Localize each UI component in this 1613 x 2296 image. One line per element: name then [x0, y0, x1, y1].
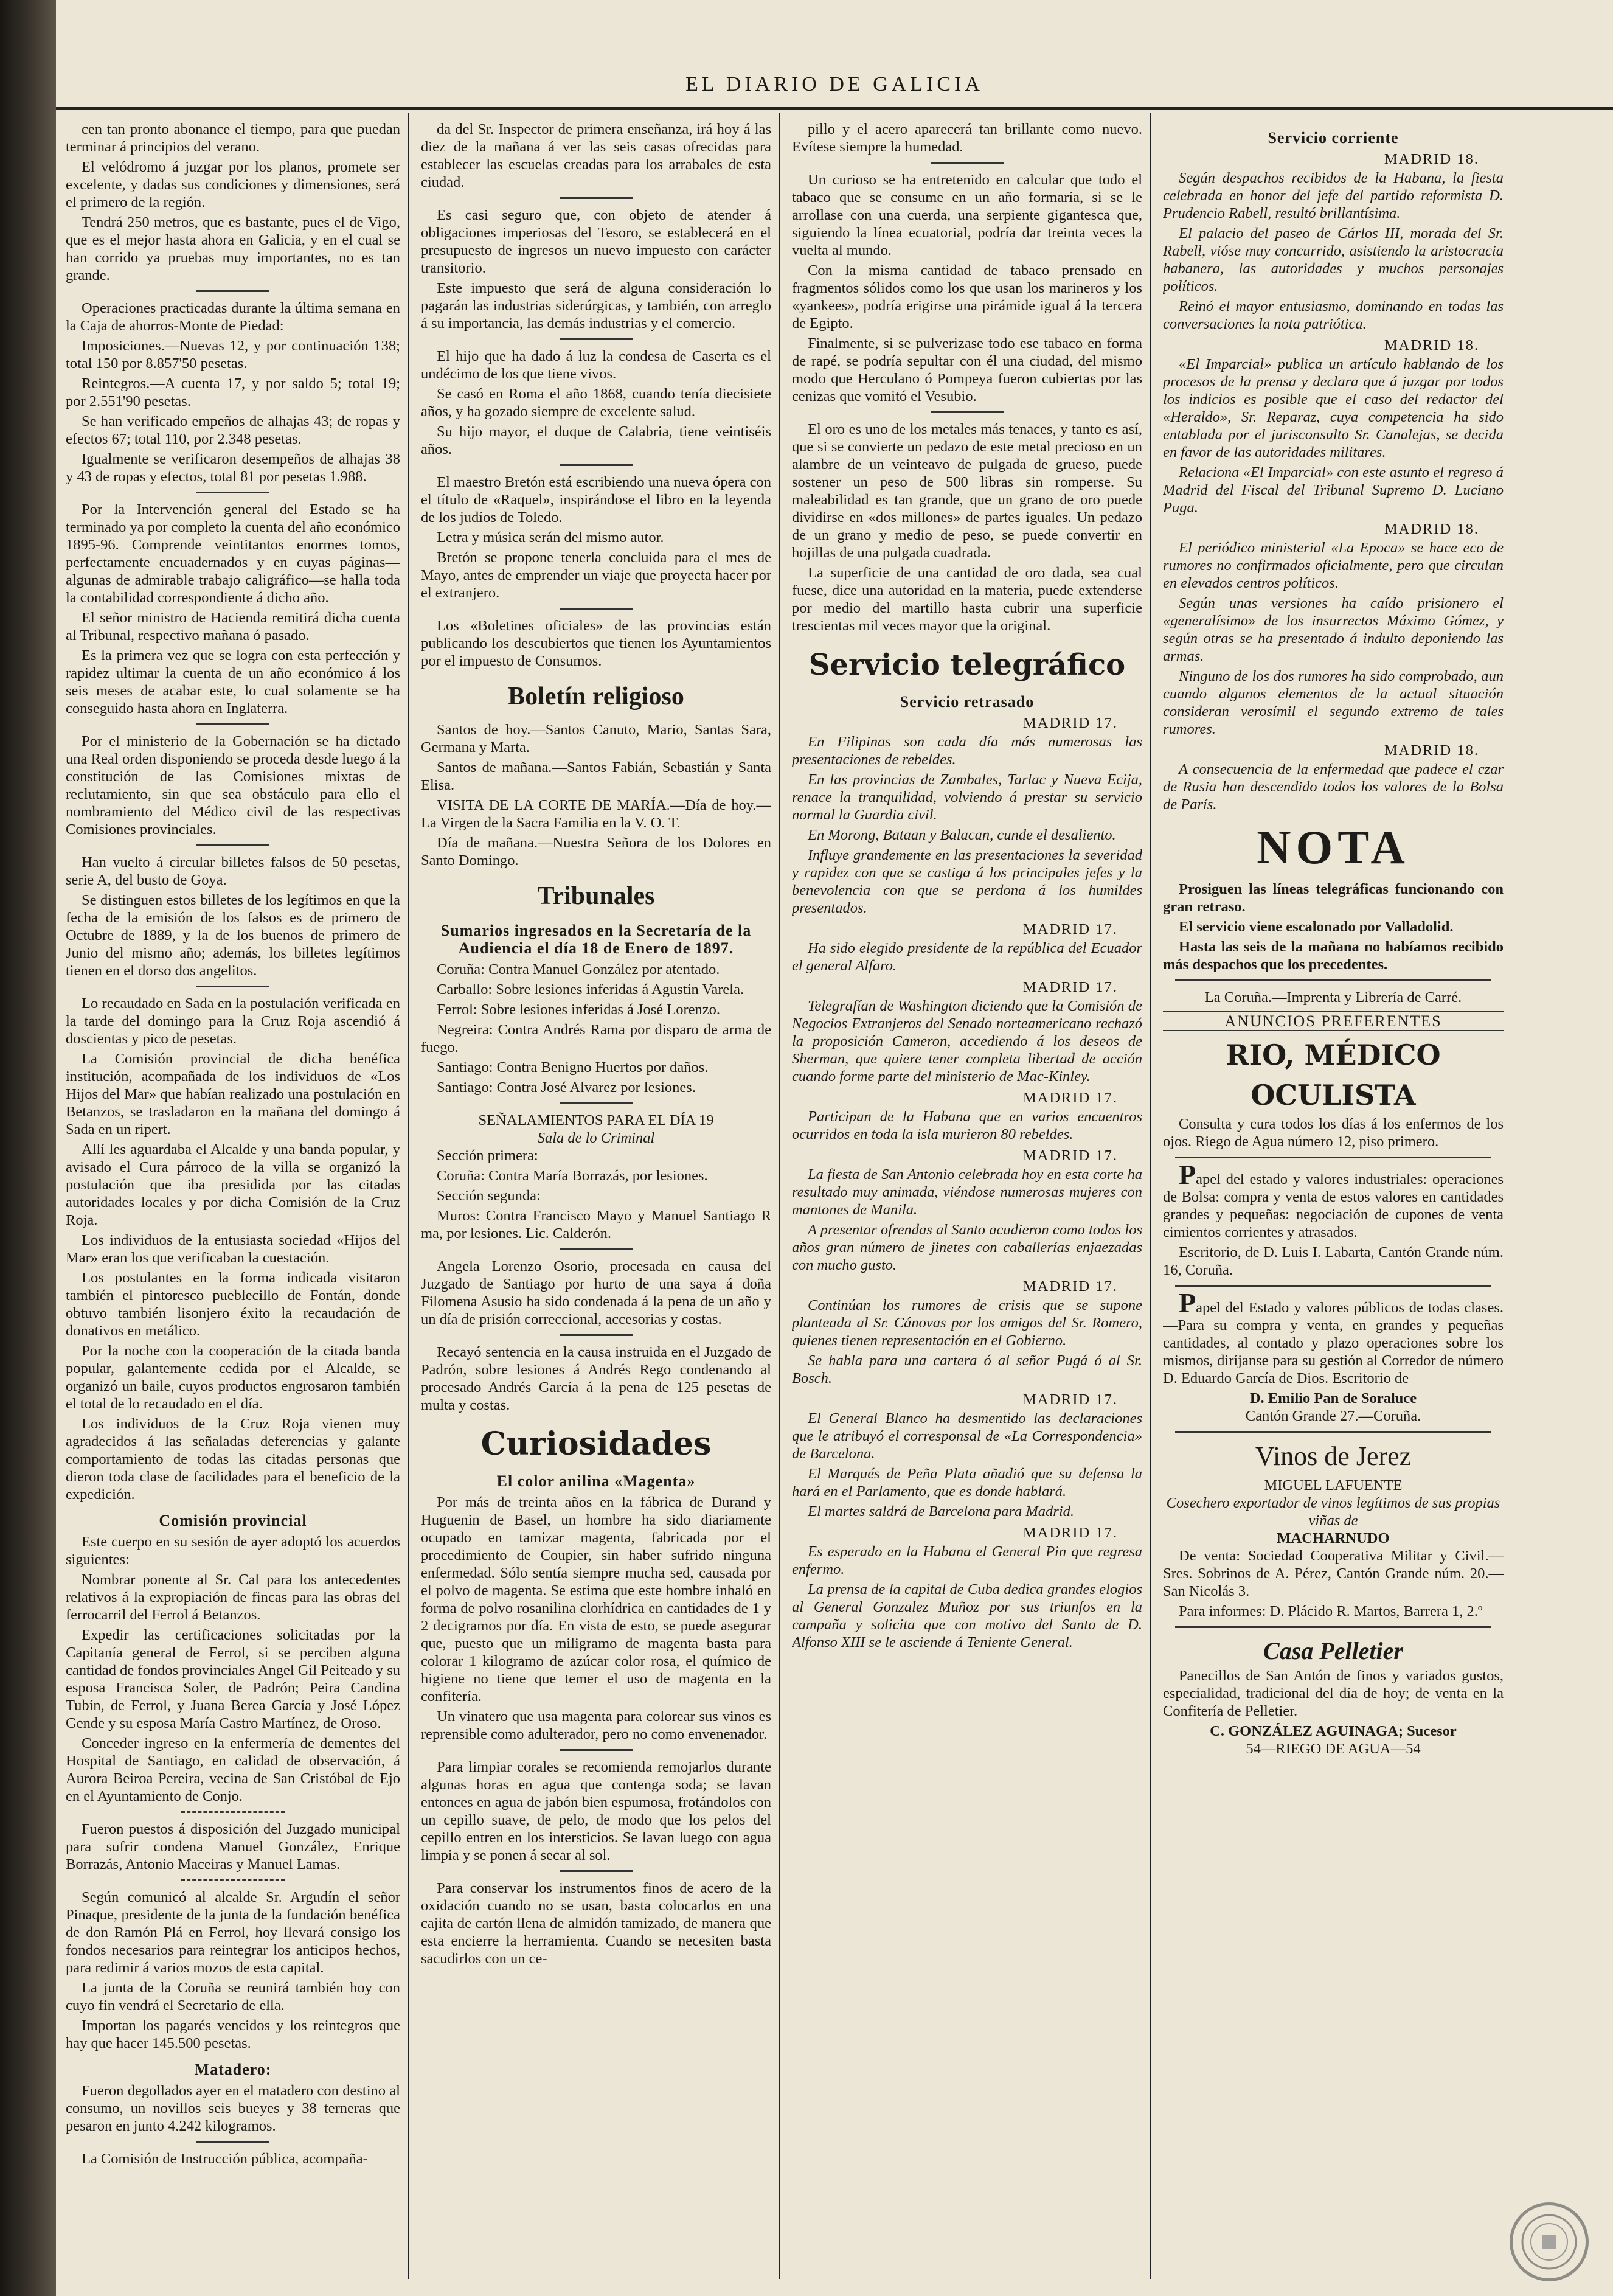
dateline: MADRID 17. — [1022, 979, 1118, 995]
paragraph: Imposiciones.—Nuevas 12, y por continuación 138; total 150 por 8.857'50 pesetas. — [66, 338, 400, 372]
dateline: MADRID 17. — [1022, 921, 1118, 938]
paragraph: cen tan pronto abonance el tiempo, para que puedan terminar á principios del verano. — [66, 121, 400, 155]
separator — [560, 1334, 633, 1336]
paragraph: Lo recaudado en Sada en la postulación verificada en la tarde del domingo para la Cruz Roja ascendió á doscientas y pico de pesetas. — [66, 995, 400, 1047]
paragraph: Este impuesto que será de alguna consideración lo pagarán las industrias siderúrgicas, y también, con arreglo á su importancia, las demás industrias y el comercio. — [421, 280, 771, 332]
ad-title: RIO, MÉDICO OCULISTA — [1226, 1038, 1441, 1111]
separator — [181, 1879, 285, 1881]
paragraph: Se casó en Roma el año 1868, cuando tenía diecisiete años, y ha gozado siempre de excelente salud. — [421, 386, 771, 420]
separator — [1175, 1431, 1491, 1433]
ad-text: Papel del estado y valores industriales: operaciones de Bolsa: compra y venta de estos valores en cantidades grandes y pequeñas: negociación de cupones de venta cimientos corrientes y atrasados. — [1163, 1159, 1504, 1240]
subheading: SEÑALAMIENTOS PARA EL DÍA 19 — [478, 1112, 714, 1129]
paragraph: Relaciona «El Imparcial» con este asunto el regreso á Madrid del Fiscal del Tribunal Supremo D. Luciano Puga. — [1163, 464, 1504, 516]
paragraph: Según despachos recibidos de la Habana, la fiesta celebrada en honor del jefe del partido reformista D. Prudencio Rabell, resultó brillantísima. — [1163, 170, 1504, 221]
paragraph: da del Sr. Inspector de primera enseñanza, irá hoy á las diez de la mañana á ver las seis casas ofrecidas para establecer las escuelas creadas para los arrabales de esta ciudad. — [421, 121, 771, 190]
ad-title: Vinos de Jerez — [1255, 1441, 1412, 1471]
paragraph: Este cuerpo en su sesión de ayer adoptó los acuerdos siguientes: — [66, 1534, 400, 1568]
paragraph: En Morong, Bataan y Balacan, cunde el desaliento. — [808, 827, 1116, 843]
dateline: MADRID 17. — [1022, 1391, 1118, 1408]
paragraph: Prosiguen las líneas telegráficas funcionando con gran retraso. — [1163, 881, 1504, 915]
separator — [560, 1248, 633, 1250]
paragraph: Tendrá 250 metros, que es bastante, pues el de Vigo, que es el mejor hasta ahora en Galicia, y en el cual se han corrido ya pruebas muy importantes, no es tan grande. — [66, 214, 400, 284]
paragraph: Para conservar los instrumentos finos de acero de la oxidación cuando no se usan, basta colocarlos en una cajita de cartón llena de almidón tamizado, de manera que esta encierre la herramienta. Cuando se necesiten basta sacudirlos con un ce- — [421, 1880, 771, 1967]
paragraph: Muros: Contra Francisco Mayo y Manuel Santiago R ma, por lesiones. Lic. Calderón. — [421, 1208, 771, 1242]
column-rule-2 — [779, 113, 780, 2279]
paragraph: Igualmente se verificaron desempeños de alhajas 38 y 43 de ropas y efectos, total 81 por pesetas 1.988. — [66, 451, 400, 485]
masthead-rule — [56, 107, 1613, 110]
paragraph: Negreira: Contra Andrés Rama por disparo de arma de fuego. — [421, 1021, 771, 1056]
paragraph: Es esperado en la Habana el General Pin que regresa enfermo. — [792, 1543, 1142, 1578]
section-heading: Servicio telegráfico — [808, 648, 1126, 682]
paragraph: El maestro Bretón está escribiendo una nueva ópera con el título de «Raquel», inspirándose el libro en la leyenda de los judíos de Toledo. — [421, 474, 771, 526]
ad-text: Cantón Grande 27.—Coruña. — [1245, 1408, 1421, 1424]
ad-text: De venta: Sociedad Cooperativa Militar y Civil.—Sres. Sobrinos de A. Pérez, Cantón Grande núm. 20.—San Nicolás 3. — [1163, 1548, 1504, 1599]
paragraph: Por la Intervención general del Estado se ha terminado ya por completo la cuenta del año económico 1895-96. Comprende veintitantos enormes tomos, perfectamente encuadernados y en cuyas páginas—algunas de admirable trabajo caligráfico—se halla toda la contabilidad correspondiente á dicho año. — [66, 501, 400, 606]
paragraph: Santiago: Contra José Alvarez por lesiones. — [437, 1079, 696, 1096]
paragraph: Se habla para una cartera ó al señor Pugá ó al Sr. Bosch. — [792, 1352, 1142, 1386]
paragraph: Coruña: Contra Manuel González por atentado. — [437, 961, 720, 978]
paragraph: Recayó sentencia en la causa instruida en el Juzgado de Padrón, sobre lesiones á Andrés Rego condenando al procesado Andrés García á la pena de 125 pesetas de multa y costas. — [421, 1344, 771, 1413]
paragraph: La Comisión provincial de dicha benéfica institución, acompañada de los individuos de «Los Hijos del Mar» que habían realizado una postulación en Betanzos, se trasladaron en la mañana del domingo á Sada en un ripert. — [66, 1051, 400, 1138]
paragraph: Santos de hoy.—Santos Canuto, Mario, Santas Sara, Germana y Marta. — [421, 722, 771, 756]
paragraph: A presentar ofrendas al Santo acudieron como todos los años gran número de jinetes con caballerías enjaezadas con mucho gusto. — [792, 1222, 1142, 1273]
separator — [196, 2141, 269, 2143]
paragraph: Conceder ingreso en la enfermería de dementes del Hospital de Santiago, en calidad de observación, á Aurora Beiroa Pereira, vecina de San Cristóbal de Ejo en el Ayuntamiento de Conjo. — [66, 1735, 400, 1804]
paragraph: Sección primera: — [437, 1147, 538, 1164]
paragraph: Reintegros.—A cuenta 17, y por saldo 5; total 19; por 2.551'90 pesetas. — [66, 375, 400, 409]
separator — [1175, 1285, 1491, 1287]
paragraph: Hasta las seis de la mañana no habíamos recibido más despachos que los precedentes. — [1163, 939, 1504, 973]
separator — [931, 162, 1004, 164]
ad-text: MACHARNUDO — [1277, 1530, 1390, 1546]
nota-heading: NOTA — [1257, 821, 1410, 874]
separator — [560, 338, 633, 340]
column-rule-3 — [1150, 113, 1151, 2279]
ad-text: 54—RIEGO DE AGUA—54 — [1246, 1741, 1421, 1757]
section-heading: Matadero: — [194, 2061, 272, 2078]
ad-text: Para informes: D. Plácido R. Martos, Barrera 1, 2.º — [1179, 1603, 1483, 1619]
subheading: Sumarios ingresados en la Secretaría de la Audiencia el día 18 de Enero de 1897. — [440, 922, 752, 957]
separator — [196, 290, 269, 292]
paragraph: Según comunicó al alcalde Sr. Argudín el señor Pinaque, presidente de la junta de la fundación benéfica de don Ramón Plá en Ferrol, hoy llevará consigo los fondos necesarios para reintegrar los anticipos hechos, para redimir á varios mozos de esta capital. — [66, 1889, 400, 1976]
paragraph: Según unas versiones ha caído prisionero el «generalísimo» de los insurrectos Máximo Gómez, y según otras se ha presentado á indulto deponiendo las armas. — [1163, 595, 1504, 664]
section-heading: Tribunales — [537, 882, 655, 910]
paragraph: Un curioso se ha entretenido en calcular que todo el tabaco que se consume en un año formaría, si se le arrollase con una cuerda, una serpiente gigantesca que, siguiendo la línea ecuatorial, podría dar treinta veces la vuelta al mundo. — [792, 172, 1142, 259]
paragraph: Allí les aguardaba el Alcalde y una banda popular, y avisado el Cura párroco de la villa se organizó la postulación que iba presidida por las citadas autoridades locales y por dicha Comisión de la Cruz Roja. — [66, 1141, 400, 1228]
paragraph: Por más de treinta años en la fábrica de Durand y Huguenin de Basel, un hombre ha sido diariamente ocupado en tamizar magenta, fabricada por el procedimiento de Coupier, sin haber sufrido ninguna enfermedad. Sólo sentía siempre mucha sed, causada por el polvo de magenta. Se estima que este hombre inhaló en forma de polvo rosanilina clorhídrica en cantidades de 1 y 2 decigramos por día. En vista de esto, se puede asegurar que, puesto que un miligramo de magenta basta para colorar 1 kilogramo de azúcar color rosa, el químico de higiene no tiene que temer el uso de magenta en la confitería. — [421, 1494, 771, 1705]
column-4 — [1163, 120, 1504, 2256]
dateline: MADRID 18. — [1384, 337, 1479, 353]
separator — [196, 986, 269, 987]
ad-title: Casa Pelletier — [1263, 1637, 1403, 1665]
paragraph: Carballo: Sobre lesiones inferidas á Agustín Varela. — [437, 981, 744, 998]
separator — [1175, 1626, 1491, 1628]
paragraph: Día de mañana.—Nuestra Señora de los Dolores en Santo Domingo. — [421, 835, 771, 869]
paragraph: Se distinguen estos billetes de los legítimos en que la fecha de la emisión de los falsos es de primero de Octubre de 1889, y la de los buenos de primero de Junio del mismo año; además, los billetes legítimos tienen en el dorso dos angelitos. — [66, 892, 400, 979]
paragraph: Coruña: Contra María Borrazás, por lesiones. — [437, 1167, 708, 1184]
paragraph: Santiago: Contra Benigno Huertos por daños. — [437, 1059, 709, 1076]
paragraph: Sección segunda: — [437, 1188, 541, 1204]
subheading: Sala de lo Criminal — [537, 1130, 655, 1146]
separator — [1175, 979, 1491, 981]
section-heading: Curiosidades — [480, 1425, 712, 1463]
paragraph: El señor ministro de Hacienda remitirá dicha cuenta al Tribunal, respectivo mañana ó pasado. — [66, 610, 400, 644]
paragraph: El General Blanco ha desmentido las declaraciones que le atribuyó el corresponsal de «La Correspondencia» de Barcelona. — [792, 1410, 1142, 1462]
paragraph: La fiesta de San Antonio celebrada hoy en esta corte ha resultado muy animada, viéndose numerosas mujeres con mantones de Manila. — [792, 1166, 1142, 1218]
ad-text: Panecillos de San Antón de finos y variados gustos, especialidad, tradicional del día de hoy; de venta en la Confitería de Pelletier. — [1163, 1668, 1504, 1719]
paragraph: Ninguno de los dos rumores ha sido comprobado, aun cuando algunos elementos de la actual situación consideran verosímil el segundo extremo de tales rumores. — [1163, 668, 1504, 737]
ad-text: C. GONZÁLEZ AGUINAGA; Sucesor — [1210, 1723, 1457, 1739]
paragraph: Finalmente, si se pulverizase todo ese tabaco en forma de rapé, se podría sepultar con él una ciudad, del mismo modo que Herculano ó Pompeya fueron cubiertas por las cenizas que vomitó el Vesubio. — [792, 335, 1142, 405]
paragraph: Angela Lorenzo Osorio, procesada en causa del Juzgado de Santiago por hurto de una saya á doña Filomena Asusio ha sido condenada á la pena de un año y un día de prisión correccional, accesorias y costas. — [421, 1258, 771, 1327]
paragraph: Su hijo mayor, el duque de Calabria, tiene veintiséis años. — [421, 423, 771, 457]
ads-heading: ANUNCIOS PREFERENTES — [1163, 1011, 1504, 1031]
paragraph: El palacio del paseo de Cárlos III, morada del Sr. Rabell, vióse muy concurrido, asistiendo la aristocracia habanera, las autoridades y muchos personajes políticos. — [1163, 225, 1504, 294]
paragraph: Por el ministerio de la Gobernación se ha dictado una Real orden disponiendo se proceda desde luego á la constitución de las Comisiones mixtas de reclutamiento, sin que sea obstáculo para ello el nombramiento del Médico civil de las respectivas Comisiones provinciales. — [66, 733, 400, 838]
separator — [181, 1811, 285, 1813]
separator — [931, 411, 1004, 413]
column-1 — [66, 120, 400, 2256]
section-heading: Comisión provincial — [159, 1512, 307, 1529]
paragraph: Influye grandemente en las presentaciones la severidad y rapidez con que se castiga á los principales jefes y la benevolencia con que se perdona á los humildes presentados. — [792, 847, 1142, 916]
paragraph: Bretón se propone tenerla concluida para el mes de Mayo, antes de emprender un viaje que proyecta hacer por el extranjero. — [421, 549, 771, 601]
paragraph: Ferrol: Sobre lesiones inferidas á José Lorenzo. — [437, 1001, 721, 1018]
separator — [1175, 1157, 1491, 1158]
paragraph: Operaciones practicadas durante la última semana en la Caja de ahorros-Monte de Piedad: — [66, 300, 400, 334]
separator — [560, 1102, 633, 1104]
paragraph: «El Imparcial» publica un artículo hablando de los procesos de la prensa y declara que á juzgar por todos los indicios es posible que el caso del redactor del «Heraldo», Sr. Reparaz, cuya competencia ha sido entablada por el jurisconsulto Sr. Canalejas, se decida en favor de las autoridades militares. — [1163, 356, 1504, 461]
ad-text: MIGUEL LAFUENTE — [1264, 1477, 1403, 1494]
ad-text: Cosechero exportador de vinos legítimos de sus propias viñas de — [1166, 1495, 1500, 1529]
paragraph: Con la misma cantidad de tabaco prensado en fragmentos sólidos como los que usan los marineros y los «yankees», podría erigirse una pirámide igual á la tercera de Egipto. — [792, 262, 1142, 332]
paragraph: El velódromo á juzgar por los planos, promete ser excelente, y dadas sus condiciones y dimensiones, será el primero de la región. — [66, 159, 400, 210]
dateline: MADRID 17. — [1022, 1147, 1118, 1164]
paragraph: Nombrar ponente al Sr. Cal para los antecedentes relativos á la expropiación de fincas para las obras del ferrocarril del Ferrol á Betanzos. — [66, 1571, 400, 1623]
paragraph: Los individuos de la entusiasta sociedad «Hijos del Mar» eran los que verificaban la cuestación. — [66, 1232, 400, 1266]
dateline: MADRID 18. — [1384, 521, 1479, 537]
separator — [560, 1749, 633, 1751]
paragraph: Es casi seguro que, con objeto de atender á obligaciones imperiosas del Tesoro, se establecerá en el presupuesto de ingresos un nuevo impuesto con carácter transitorio. — [421, 207, 771, 276]
column-rule-1 — [408, 113, 409, 2279]
separator — [560, 197, 633, 199]
ad-text: Consulta y cura todos los días á los enfermos de los ojos. Riego de Agua número 12, piso primero. — [1163, 1116, 1504, 1150]
separator — [560, 464, 633, 466]
dateline: MADRID 18. — [1384, 151, 1479, 167]
separator — [560, 1870, 633, 1872]
book-binding — [0, 0, 56, 2296]
library-seal-icon — [1510, 2202, 1589, 2281]
paragraph: Es la primera vez que se logra con esta perfección y rapidez ultimar la cuenta de un año económico á los seis meses de acabar este, lo cual solamente se ha conseguido hasta ahora en Inglaterra. — [66, 647, 400, 717]
column-2 — [421, 120, 771, 2256]
newspaper-page — [56, 0, 1613, 2296]
section-heading: Boletín religioso — [508, 683, 684, 711]
separator — [560, 608, 633, 610]
section-heading: Servicio corriente — [1268, 129, 1399, 147]
paragraph: Ha sido elegido presidente de la república del Ecuador el general Alfaro. — [792, 940, 1142, 974]
paragraph: El oro es uno de los metales más tenaces, y tanto es así, que si se convierte un pedazo de este metal precioso en un alambre de un veinteavo de pulgada de grueso, puede sostener un peso de 500 libras sin romperse. Su maleabilidad es tan grande, que un grano de oro puede dividirse en «dos millones» de partes iguales. Un pedazo de un grano y medio de peso, se puede convertir en hojillas de una pulgada cuadrada. — [792, 421, 1142, 561]
paragraph: Los individuos de la Cruz Roja vienen muy agradecidos á las señaladas deferencias y galante comportamiento de todas las citadas personas que dieron toda clase de facilidades para el beneficio de la expedición. — [66, 1416, 400, 1503]
dateline: MADRID 17. — [1022, 715, 1118, 731]
paragraph: El martes saldrá de Barcelona para Madrid. — [808, 1503, 1075, 1520]
ad-text: Papel del Estado y valores públicos de todas clases.—Para su compra y venta, en grandes y pequeñas cantidades, al contado y plazo operaciones sobre los mismos, diríjanse para su gestión al Corredor de número D. Eduardo García de Dios. Escritorio de — [1163, 1287, 1504, 1386]
paragraph: Fueron degollados ayer en el matadero con destino al consumo, un novillos seis bueyes y 38 terneras que pesaron en junto 4.242 kilogramos. — [66, 2082, 400, 2134]
paragraph: Un vinatero que usa magenta para colorear sus vinos es reprensible como adulterador, pero no como envenenador. — [421, 1708, 771, 1742]
subheading: El color anilina «Magenta» — [496, 1472, 696, 1490]
paragraph: Santos de mañana.—Santos Fabián, Sebastián y Santa Elisa. — [421, 759, 771, 793]
paragraph: Fueron puestos á disposición del Juzgado municipal para sufrir condena Manuel González, Enrique Borrazás, Antonio Maceiras y Manuel Lamas. — [66, 1821, 400, 1873]
imprint: La Coruña.—Imprenta y Librería de Carré. — [1204, 989, 1462, 1006]
paragraph: Participan de la Habana que en varios encuentros ocurridos en toda la isla murieron 80 rebeldes. — [792, 1108, 1142, 1143]
paragraph: Se han verificado empeños de alhajas 43; de ropas y efectos 67; total 110, por 2.348 pesetas. — [66, 413, 400, 447]
dateline: MADRID 17. — [1022, 1525, 1118, 1541]
paragraph: La superficie de una cantidad de oro dada, sea cual fuese, dice una autoridad en la materia, puede extenderse por medio del martillo hasta cubrir una superficie trescientas mil veces mayor que la original. — [792, 565, 1142, 634]
paragraph: El servicio viene escalonado por Valladolid. — [1179, 919, 1454, 935]
paragraph: pillo y el acero aparecerá tan brillante como nuevo. Evítese siempre la humedad. — [792, 121, 1142, 155]
paragraph: Continúan los rumores de crisis que se supone planteada al Sr. Cánovas por los amigos del Sr. Romero, quienes tienen representación en el Gobierno. — [792, 1297, 1142, 1349]
paragraph: El periódico ministerial «La Epoca» se hace eco de rumores no confirmados oficialmente, pero que circulan en elevados centros políticos. — [1163, 540, 1504, 591]
separator — [196, 844, 269, 846]
dateline: MADRID 17. — [1022, 1278, 1118, 1295]
seal-emblem-icon — [1519, 2211, 1580, 2272]
paragraph: En las provincias de Zambales, Tarlac y Nueva Ecija, renace la tranquilidad, volviendo á prestar su servicio normal la Guardia civil. — [792, 771, 1142, 823]
column-3 — [792, 120, 1142, 2256]
paragraph: Han vuelto á circular billetes falsos de 50 pesetas, serie A, del busto de Goya. — [66, 854, 400, 888]
paragraph: Los «Boletines oficiales» de las provincias están publicando los descubiertos que tienen los Ayuntamientos por el impuesto de Consumos. — [421, 617, 771, 669]
paragraph: En Filipinas son cada día más numerosas las presentaciones de rebeldes. — [792, 734, 1142, 768]
paragraph: El hijo que ha dado á luz la condesa de Caserta es el undécimo de los que tiene vivos. — [421, 348, 771, 382]
paragraph: El Marqués de Peña Plata añadió que su defensa la hará en el Parlamento, que es donde hablará. — [792, 1466, 1142, 1500]
ad-text: Escritorio, de D. Luis I. Labarta, Cantón Grande núm. 16, Coruña. — [1163, 1244, 1504, 1278]
subheading: Servicio retrasado — [900, 693, 1035, 711]
paragraph: Importan los pagarés vencidos y los reintegros que hay que hacer 145.500 pesetas. — [66, 2017, 400, 2051]
paragraph: La junta de la Coruña se reunirá también hoy con cuyo fin vendrá el Secretario de ella. — [66, 1980, 400, 2014]
paragraph: Los postulantes en la forma indicada visitaron también el pintoresco pueblecillo de Fontán, donde obtuvo también lisonjero éxito la recaudación de donativos en metálico. — [66, 1270, 400, 1339]
masthead: EL DIARIO DE GALICIA — [685, 73, 983, 96]
paragraph: Telegrafían de Washington diciendo que la Comisión de Negocios Extranjeros del Senado norteamericano rechazó la proposición Cameron, accediendo á los deseos de Sherman, que quiere tener completa libertad de acción cuando forme parte del ministerio de Mac-Kinley. — [792, 998, 1142, 1085]
paragraph: Por la noche con la cooperación de la citada banda popular, galantemente cedida por el Alcalde, se organizó un baile, cuyos productos engrosaron también el total de lo recaudado en el día. — [66, 1343, 400, 1412]
paragraph: Reinó el mayor entusiasmo, dominando en todas las conversaciones la nota patriótica. — [1163, 298, 1504, 332]
separator — [196, 492, 269, 493]
paragraph: Letra y música serán del mismo autor. — [437, 529, 664, 546]
paragraph: La prensa de la capital de Cuba dedica grandes elogios al General Gonzalez Muñoz por sus triunfos en la campaña y solicita que con motivo del Santo de D. Alfonso XIII se le asciende á Teniente General. — [792, 1581, 1142, 1651]
dateline: MADRID 17. — [1022, 1090, 1118, 1106]
paragraph: Para limpiar corales se recomienda remojarlos durante algunas horas en agua que contenga soda; se lavan entonces en agua de jabón bien espumosa, frotándolos con un cepillo suave, de pelo, de modo que los pelos del cepillo entren en los intersticios. Se lavan luego con agua limpia y se ponen á secar al sol. — [421, 1759, 771, 1863]
paragraph: VISITA DE LA CORTE DE MARÍA.—Día de hoy.—La Virgen de la Sacra Familia en la V. O. T. — [421, 797, 771, 831]
ad-text: D. Emilio Pan de Soraluce — [1249, 1390, 1417, 1407]
paragraph: La Comisión de Instrucción pública, acompaña- — [82, 2151, 368, 2167]
dateline: MADRID 18. — [1384, 742, 1479, 759]
paragraph: A consecuencia de la enfermedad que padece el czar de Rusia han descendido todos los valores de la Bolsa de París. — [1163, 761, 1504, 813]
separator — [196, 723, 269, 725]
paragraph: Expedir las certificaciones solicitadas por la Capitanía general de Ferrol, si se perciben alguna cantidad de fondos provinciales Angel Gil Peiteado y su esposa Francisca Soler, de Padrón; Peira Candina Tubín, de Ferrol, y Juana Berea García y José López Gende y su esposa María Castro Martínez, de Oroso. — [66, 1627, 400, 1731]
